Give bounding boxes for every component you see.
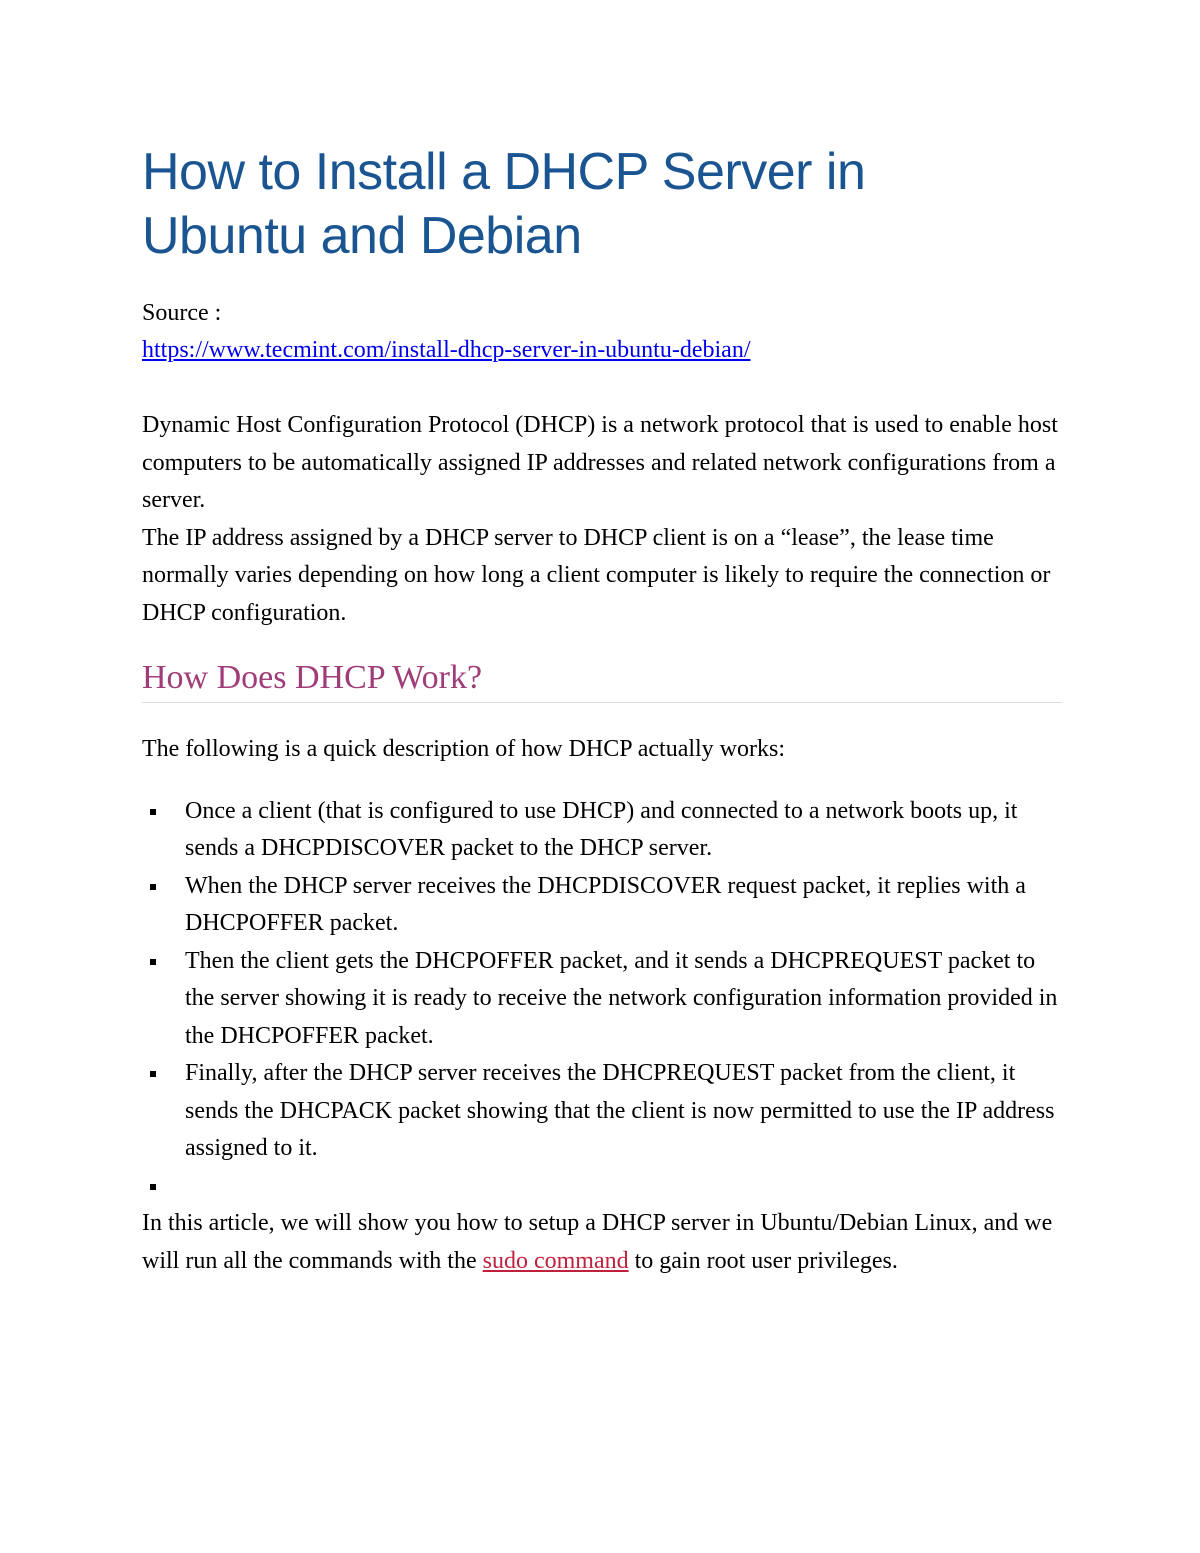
steps-list [142, 793, 1062, 1206]
list-item [142, 868, 1062, 943]
list-item [142, 943, 1062, 1056]
section-heading: How Does DHCP Work? [142, 656, 1062, 703]
source-label: Source : [142, 300, 222, 326]
list-item [142, 793, 1062, 868]
square-bullet-icon [150, 959, 156, 965]
list-item-text: Once a client (that is configured to use DHCP) and connected to a network boots up, it sends a DHCPDISCOVER packet to the DHCP server. [185, 797, 1018, 861]
list-item-text: Finally, after the DHCP server receives the DHCPREQUEST packet from the client, it sends the DHCPACK packet showing that the client is now permitted to use the IP address assigned to it. [185, 1060, 1055, 1161]
page-title: How to Install a DHCP Server in Ubuntu and Debian [142, 143, 866, 265]
square-bullet-icon [150, 1184, 156, 1190]
article-body [142, 140, 1062, 1280]
closing-text-end: to gain root user privileges. [628, 1247, 898, 1274]
closing-text-start: In this article, we will show you how to setup a DHCP server in Ubuntu/Debian Linux, and we will run all the commands with the [142, 1210, 1053, 1274]
square-bullet-icon [150, 884, 156, 890]
list-item-text: Then the client gets the DHCPOFFER packet, and it sends a DHCPREQUEST packet to the server showing it is ready to receive the network configuration information provided in the DHCPOFFER packet. [185, 947, 1058, 1049]
intro-paragraph-2: The IP address assigned by a DHCP server to DHCP client is on a “lease”, the lease time normally varies depending on how long a client computer is likely to require the connection or DHCP configuration. [142, 524, 1051, 626]
section-lead: The following is a quick description of how DHCP actually works: [142, 736, 786, 762]
source-link[interactable]: https://www.tecmint.com/install-dhcp-server-in-ubuntu-debian/ [142, 337, 751, 363]
square-bullet-icon [150, 1071, 156, 1077]
closing-paragraph [142, 1205, 1062, 1280]
sudo-command-link[interactable]: sudo command [482, 1247, 629, 1274]
square-bullet-icon [150, 809, 156, 815]
list-item [142, 1055, 1062, 1168]
list-item-text: When the DHCP server receives the DHCPDISCOVER request packet, it replies with a DHCPOFFER packet. [185, 872, 1026, 936]
intro-paragraph-1: Dynamic Host Configuration Protocol (DHCP) is a network protocol that is used to enable host computers to be automatically assigned IP addresses and related network configurations from a server. [142, 412, 1058, 513]
list-item-empty [142, 1168, 1062, 1206]
